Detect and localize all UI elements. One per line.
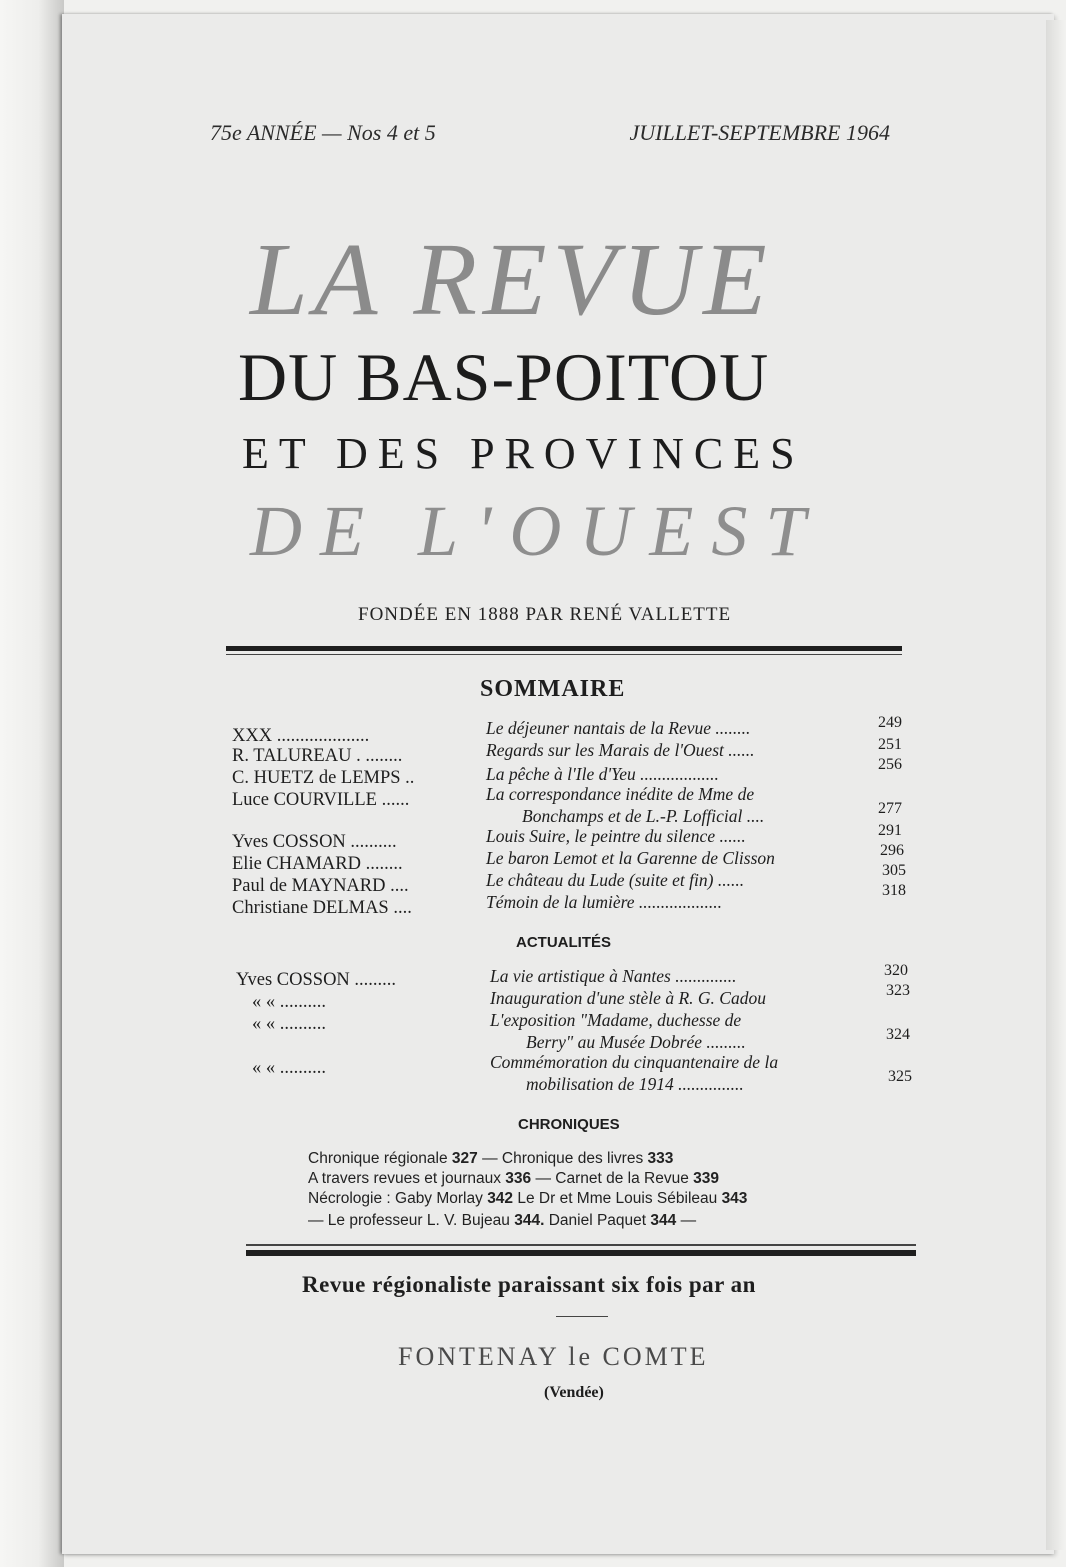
toc-page: 325 [888, 1068, 912, 1085]
toc-author: C. HUETZ de LEMPS .. [232, 768, 415, 788]
toc-title-continued: Bonchamps et de L.-P. Lofficial .... [522, 806, 765, 826]
page-edge [1046, 20, 1066, 1550]
chron-text: Nécrologie : Gaby Morlay [308, 1190, 488, 1207]
toc-author: XXX .................... [232, 726, 370, 746]
chron-text: — [676, 1212, 697, 1229]
rule-top-thin [226, 654, 902, 655]
toc-author: « « .......... [252, 992, 326, 1012]
toc-page: 277 [878, 800, 902, 817]
toc-title: Témoin de la lumière ................... [486, 892, 723, 912]
chron-text: A travers revues et journaux [308, 1170, 506, 1187]
toc-title: L'exposition "Madame, duchesse de [490, 1010, 742, 1030]
toc-author: Paul de MAYNARD .... [232, 876, 409, 896]
toc-title: La pêche à l'Ile d'Yeu .................. [486, 764, 719, 784]
toc-author: Christiane DELMAS .... [232, 898, 412, 918]
chron-text: — Carnet de la Revue [531, 1170, 694, 1187]
masthead-line-1: LA REVUE [250, 222, 773, 337]
toc-author: R. TALUREAU . ........ [232, 746, 403, 766]
toc-page: 256 [878, 756, 902, 773]
chroniques-line-1 [308, 1150, 673, 1168]
toc-title: Le baron Lemot et la Garenne de Clisson [486, 848, 775, 868]
chroniques-heading: CHRONIQUES [518, 1116, 620, 1133]
chron-page: 339 [693, 1170, 720, 1187]
chron-text: — Chronique des livres [477, 1150, 648, 1167]
rule-bottom-thick [246, 1250, 916, 1256]
chron-text: Le Dr et Mme Louis Sébileau [513, 1190, 722, 1207]
masthead-line-2: DU BAS-POITOU [238, 339, 770, 415]
toc-page: 305 [882, 862, 906, 879]
toc-title: Le déjeuner nantais de la Revue ........ [486, 718, 751, 738]
toc-title: Inauguration d'une stèle à R. G. Cadou [490, 988, 766, 1008]
toc-page: 320 [884, 962, 908, 979]
chron-page: 342 [487, 1190, 514, 1207]
toc-title: Commémoration du cinquantenaire de la [490, 1052, 779, 1072]
publisher-department: (Vendée) [544, 1384, 604, 1401]
actualites-heading: ACTUALITÉS [516, 934, 611, 951]
toc-author: Yves COSSON .......... [232, 832, 397, 852]
chron-page: 336 [505, 1170, 532, 1187]
chron-text: — Le professeur L. V. Bujeau [308, 1212, 515, 1229]
toc-page: 291 [878, 822, 902, 839]
toc-author: « « .......... [252, 1014, 326, 1034]
toc-title: Regards sur les Marais de l'Ouest ...... [486, 740, 755, 760]
chron-page: 343 [721, 1190, 748, 1207]
chron-page: 344. [514, 1212, 545, 1229]
founded-line: FONDÉE EN 1888 PAR RENÉ VALLETTE [358, 604, 732, 625]
sommaire-heading: SOMMAIRE [480, 676, 626, 702]
short-divider [556, 1316, 608, 1317]
toc-author: Luce COURVILLE ...... [232, 790, 410, 810]
toc-page: 296 [880, 842, 904, 859]
chron-page: 327 [451, 1150, 478, 1167]
toc-page: 251 [878, 736, 902, 753]
toc-title: La vie artistique à Nantes .............. [490, 966, 737, 986]
rule-bottom-thin [246, 1244, 916, 1246]
chron-page: 333 [647, 1150, 674, 1167]
chroniques-line-4 [308, 1212, 696, 1230]
toc-page: 324 [886, 1026, 910, 1043]
issue-date: JUILLET-SEPTEMBRE 1964 [629, 120, 890, 145]
chroniques-line-3 [308, 1190, 747, 1208]
toc-page: 249 [878, 714, 902, 731]
issue-number: 75e ANNÉE — Nos 4 et 5 [210, 120, 436, 145]
toc-author: Elie CHAMARD ........ [232, 854, 403, 874]
chron-text: Daniel Paquet [544, 1212, 651, 1229]
masthead-line-4: DE L'OUEST [250, 491, 824, 571]
chroniques-line-2 [308, 1170, 719, 1188]
toc-title: Le château du Lude (suite et fin) ...... [486, 870, 745, 890]
toc-title-continued: mobilisation de 1914 ............... [526, 1074, 744, 1094]
rule-top-thick [226, 646, 902, 651]
left-margin-shadow [0, 0, 64, 1567]
masthead-line-3: ET DES PROVINCES [242, 429, 805, 478]
chron-text: Chronique régionale [308, 1150, 452, 1167]
toc-title: La correspondance inédite de Mme de [486, 784, 755, 804]
toc-page: 323 [886, 982, 910, 999]
toc-page: 318 [882, 882, 906, 899]
tagline: Revue régionaliste paraissant six fois par an [302, 1272, 756, 1297]
toc-author: Yves COSSON ......... [236, 970, 397, 990]
chron-page: 344 [650, 1212, 677, 1229]
publisher-city: FONTENAY le COMTE [398, 1342, 709, 1371]
toc-title-continued: Berry" au Musée Dobrée ......... [526, 1032, 746, 1052]
toc-title: Louis Suire, le peintre du silence ...... [486, 826, 746, 846]
toc-author: « « .......... [252, 1058, 326, 1078]
